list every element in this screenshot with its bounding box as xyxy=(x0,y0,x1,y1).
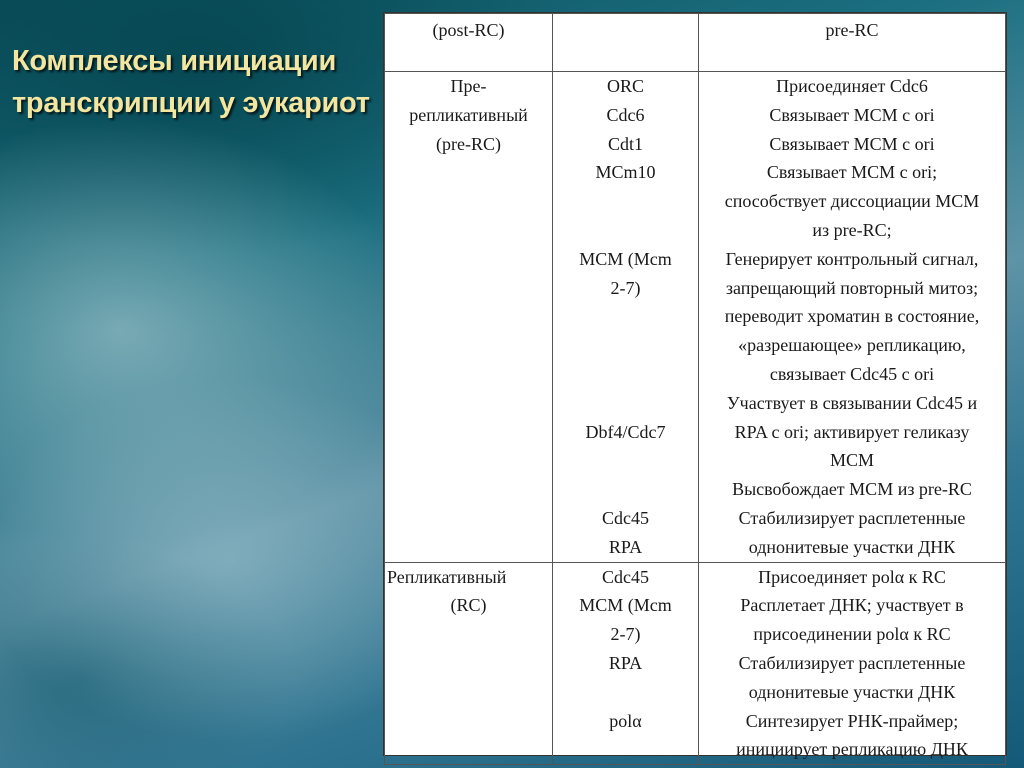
protein-line xyxy=(555,216,696,245)
protein-line: 2-7) xyxy=(610,624,641,645)
function-line: Высвобождает МСМ из pre-RC xyxy=(732,479,972,500)
table-header-row xyxy=(385,14,1006,72)
protein-line: MCM (Mcm xyxy=(579,248,672,269)
protein-line: Cdc6 xyxy=(606,104,645,125)
complex-line: репликативный xyxy=(409,104,528,125)
header-cell-protein xyxy=(553,14,699,72)
function-line: присоединении polα к RC xyxy=(753,624,951,645)
protein-line xyxy=(555,360,696,389)
function-line: инициирует репликацию ДНК xyxy=(736,739,968,760)
protein-line xyxy=(555,446,696,475)
function-line: RPA с ori; активирует геликазу xyxy=(734,421,970,442)
cell-complex-rc xyxy=(385,562,553,765)
protein-line: RPA xyxy=(608,536,643,557)
function-line: однонитевые участки ДНК xyxy=(748,536,956,557)
cell-proteins-rc xyxy=(553,562,699,765)
protein-line: Cdt1 xyxy=(607,133,643,154)
function-line: Связывает МСМ с ori xyxy=(769,133,935,154)
slide-title: Комплексы инициации транскрипции у эукариот xyxy=(12,45,370,119)
protein-line xyxy=(555,678,696,707)
protein-line: 2-7) xyxy=(610,277,641,298)
table-row-pre-rc xyxy=(385,72,1006,563)
function-line: Стабилизирует расплетенные xyxy=(738,652,966,673)
initiation-complexes-table xyxy=(383,12,1007,760)
cell-functions-rc xyxy=(699,562,1006,765)
protein-line: Cdc45 xyxy=(602,507,649,528)
function-line: переводит хроматин в состояние, xyxy=(724,306,980,327)
protein-line: Cdc45 xyxy=(602,566,649,587)
function-line: из pre-RC; xyxy=(812,219,892,240)
function-line: связывает Cdc45 с ori xyxy=(769,363,935,384)
protein-line: polα xyxy=(609,710,642,731)
cell-functions-pre-rc xyxy=(699,72,1006,563)
header-cell-function: pre-RC xyxy=(699,14,1006,72)
cell-complex-pre-rc xyxy=(385,72,553,563)
protein-line: RPA xyxy=(608,652,643,673)
function-line: Связывает МСМ с ori; xyxy=(766,162,938,183)
protein-line: MCm10 xyxy=(595,162,656,183)
protein-line xyxy=(555,475,696,504)
protein-line: Dbf4/Cdc7 xyxy=(585,421,666,442)
function-line: Синтезирует РНК-праймер; xyxy=(745,710,959,731)
function-line: «разрешающее» репликацию, xyxy=(738,335,966,356)
table-row-rc xyxy=(385,562,1006,765)
function-line: однонитевые участки ДНК xyxy=(748,681,956,702)
function-line: Генерирует контрольный сигнал, xyxy=(725,248,979,269)
protein-line xyxy=(555,187,696,216)
function-line: Присоединяет polα к RC xyxy=(758,566,946,587)
protein-line: MCM (Mcm xyxy=(579,595,672,616)
function-line: Расплетает ДНК; участвует в xyxy=(740,595,964,616)
protein-line xyxy=(555,302,696,331)
complex-line: Репликативный xyxy=(387,566,507,587)
protein-line xyxy=(555,331,696,360)
function-line: Присоединяет Cdc6 xyxy=(776,76,928,96)
complex-line: Пре- xyxy=(450,76,487,96)
complex-line: (pre-RC) xyxy=(436,133,501,154)
function-line: Связывает МСМ с ori xyxy=(769,104,935,125)
protein-line: ORC xyxy=(606,76,644,96)
protein-line xyxy=(555,389,696,418)
function-line: способствует диссоциации МСМ xyxy=(724,191,980,212)
cell-proteins-pre-rc xyxy=(553,72,699,563)
complex-line: (RC) xyxy=(450,595,487,616)
function-line: Участвует в связывании Cdc45 и xyxy=(726,392,978,413)
function-line: Стабилизирует расплетенные xyxy=(738,507,966,528)
function-line: МСМ xyxy=(829,450,874,471)
function-line: запрещающий повторный митоз; xyxy=(725,277,979,298)
header-cell-complex: (post-RC) xyxy=(385,14,553,72)
